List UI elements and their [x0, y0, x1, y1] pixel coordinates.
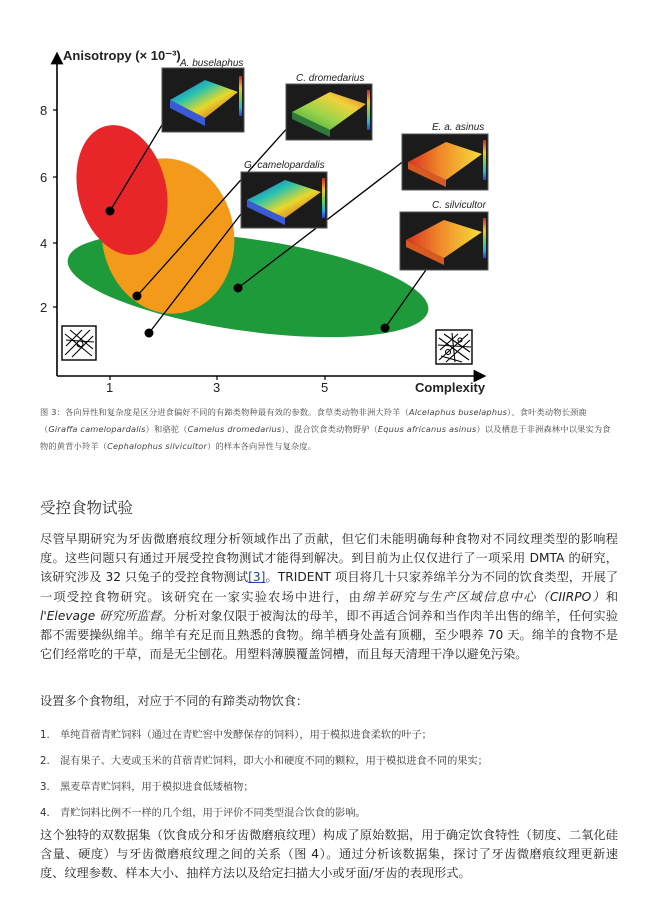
list-item: 4. 青贮饲料比例不一样的几个组，用于评价不同类型混合饮食的影响。	[40, 808, 366, 819]
list-item: 3. 黑麦草青贮饲料，用于模拟进食低矮植物；	[40, 782, 254, 793]
y-tick-label: 8	[40, 103, 48, 118]
y-tick-label: 2	[40, 300, 48, 315]
y-ticks	[40, 103, 47, 315]
x-axis-label: Complexity	[415, 380, 486, 395]
citation-link[interactable]: [3]	[248, 570, 266, 585]
anisotropy-complexity-figure	[0, 0, 650, 400]
figure-caption: 图 3：各向异性和复杂度是区分进食偏好不同的有蹄类物种最有效的参数。食草类动物非洲大羚羊（Alcelaphus buselaphus）、食叶类动物长颈鹿（Giraffa camelopardalis）和骆驼（Camelus dromedarius）、混合饮食类动物野驴（Equus africanus asinus）以及栖息于非洲森林中以果实为食物的黄背小羚羊（Cephalophus silvicultor）的样本各向异性与复杂度。	[40, 407, 611, 451]
y-axis-label: Anisotropy (× 10⁻³)	[63, 48, 181, 63]
body-paragraph: 尽管早期研究为牙齿微磨痕纹理分析领域作出了贡献，但它们未能明确每种食物对不同纹理类型的影响程度。这些问题只有通过开展受控食物测试才能得到解决。到目前为止仅仅进行了一项采用 DMTA 的研究，该研究涉及 32 只兔子的受控食物测试[3]。TRIDENT 项目将几十只家养绵羊分为不同的饮食类型，开展了一项受控食物研究。该研究在一家实验农场中进行，由绵羊研究与生产区域信息中心（CIIRPO）和l'Elevage 研究所监督。分析对象仅限于被淘汰的母羊，即不再适合饲养和当作肉羊出售的绵羊，任何实验都不需要操纵绵羊。绵羊有充足而且熟悉的食物。绵羊栖身处盖有顶棚，至少喂养 70 天。绵羊的食物不是它们经常吃的干草，而是无尘刨花。用塑料薄膜覆盖饲槽，而且每天清理干净以避免污染。	[40, 532, 619, 662]
species-name: Camelus dromedarius	[187, 424, 282, 434]
list-intro: 设置多个食物组，对应于不同的有蹄类动物饮食：	[40, 694, 309, 708]
species-label: E. a. asinus	[432, 122, 485, 133]
inset-dromedarius	[286, 73, 372, 140]
species-name: Giraffa camelopardalis	[48, 424, 146, 434]
inset-asinus	[402, 122, 488, 190]
point-camelopardalis	[145, 329, 154, 338]
x-tick-label: 3	[213, 380, 221, 395]
microwear-sketch-high	[436, 330, 472, 364]
point-asinus	[234, 284, 243, 293]
x-tick-label: 5	[321, 380, 329, 395]
species-name: Alcelaphus buselaphus	[408, 407, 508, 417]
point-buselaphus	[106, 207, 115, 216]
inset-buselaphus	[162, 58, 244, 132]
species-label: G. camelopardalis	[244, 160, 325, 171]
list-item: 1. 单纯苜蓿青贮饲料（通过在青贮窖中发酵保存的饲料），用于模拟进食柔软的叶子；	[40, 730, 432, 741]
x-tick-label: 1	[106, 380, 114, 395]
inset-silvicultor	[400, 200, 488, 270]
x-ticks	[106, 380, 328, 395]
microwear-sketch-low	[62, 326, 96, 360]
body-paragraph-2: 这个独特的双数据集（饮食成分和牙齿微磨痕纹理）构成了原始数据，用于确定饮食特性（韧度、二氧化硅含量、硬度）与牙齿微磨痕纹理之间的关系（图 4）。通过分析该数据集，探讨了牙齿微磨痕纹理更新速度、纹理参数、样本大小、抽样方法以及给定扫描大小或牙面/牙齿的表现形式。	[40, 828, 618, 881]
species-name: Equus africanus asinus	[377, 424, 477, 434]
section-title: 受控食物试验	[40, 499, 134, 517]
point-silvicultor	[381, 324, 390, 333]
point-dromedarius	[133, 292, 142, 301]
species-label: C. silvicultor	[432, 200, 486, 211]
y-tick-label: 4	[40, 236, 48, 251]
species-label: A. buselaphus	[180, 58, 244, 69]
y-tick-label: 6	[40, 170, 48, 185]
inset-camelopardalis	[241, 160, 327, 228]
species-label: C. dromedarius	[296, 73, 365, 84]
list-item: 2. 混有果子、大麦或玉米的苜蓿青贮饲料，即大小和硬度不同的颗粒，用于模拟进食不同的果实；	[40, 756, 488, 767]
species-name: Cephalophus silvicultor	[107, 441, 208, 451]
